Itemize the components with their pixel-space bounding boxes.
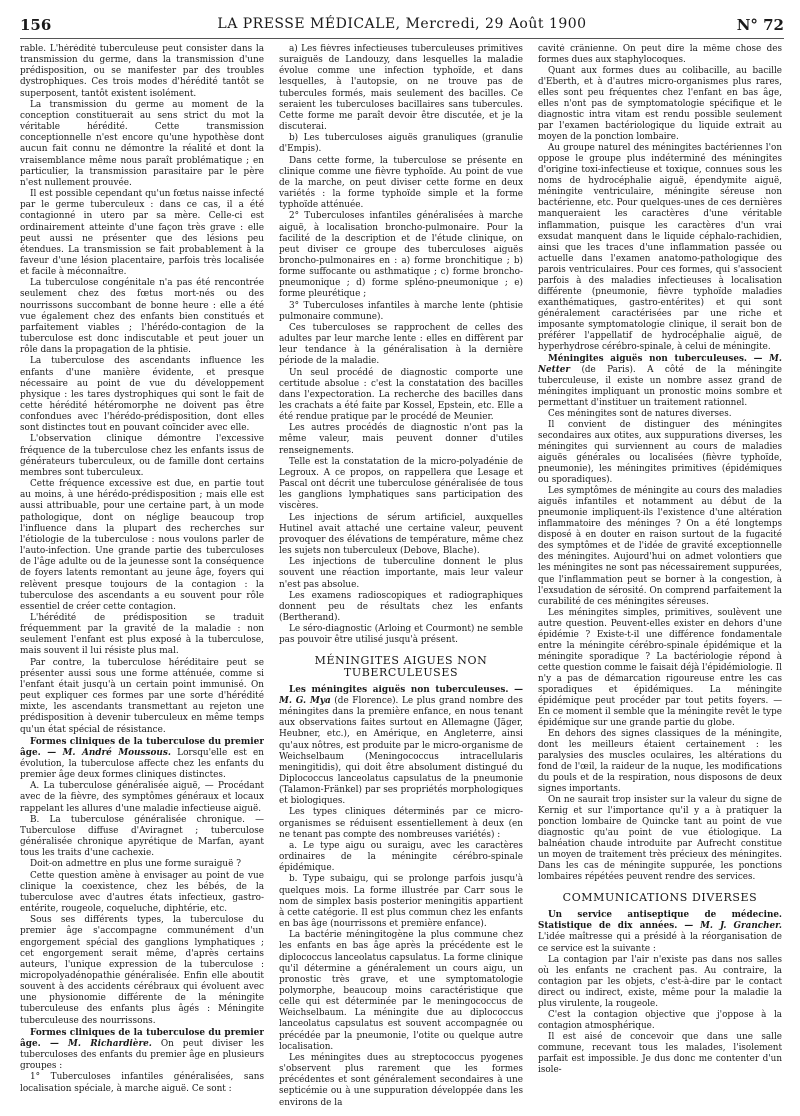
section-title: Méningites aiguës non tuberculeuses. bbox=[548, 353, 747, 364]
paragraph: Les symptômes de méningite au cours des maladies aiguës infantiles et notamment au début de la pneumonie impliquent-ils l'existence d'une altération inflammatoire des méninges ? On a été longtemps disposé à en douter en raison surtout de la fugacité des symptômes et de l'idée de gravité exceptionnelle des méningites. Aujourd'hui on admet volontiers que les méningites ne sont pas nécessairement suppurées, que l'inflammation peut se borner à la congestion, à l'exsudation de sérosité. On comprend parfaitement la curabilité de ces méningites séreuses. bbox=[538, 486, 782, 607]
section-heading-caps: COMMUNICATIONS DIVERSES bbox=[562, 891, 758, 905]
section-intro: On peut diviser les tuberculoses des enfants du premier âge en plusieurs groupes : bbox=[20, 1038, 264, 1072]
section-author: — M. G. Mya bbox=[279, 684, 523, 706]
paragraph: rable. L'hérédité tuberculeuse peut consister dans la transmission du germe, dans la transmission d'une prédisposition, ou se manifester par des troubles dystrophiques. Ces trois modes d'hérédité tantôt se superposent, tantôt existent isolément. bbox=[20, 44, 264, 99]
paragraph: La tuberculose des ascendants influence les enfants d'une manière évidente, et presque nécessaire au point de vue du développement physique : les tares dystrophiques qui sont le fait de cette hérédité hétéromorphe ne doivent pas être confondues avec l'hérédo-prédisposition, dont elles sont distinctes tout en pouvant coïncider avec elle. bbox=[20, 356, 264, 434]
paragraph: 3° Tuberculoses infantiles à marche lente (phtisie pulmonaire commune). bbox=[279, 300, 523, 322]
paragraph: Ces méningites sont de natures diverses. bbox=[548, 409, 732, 420]
paragraph: La bactérie méningitogène la plus commune chez les enfants en bas âge après la précédente est le diplococcus lanceolatus capsulatus. La forme clinique qu'il détermine a généralement un cours aigu, un pronostic très grave, et une symptomatologie polymorphe, beaucoup moins caractéristique que celle qui est déterminée par le meningococcus de Weichselbaum. La méningite due au diplococcus lanceolatus capsulatus est souvent accompagnée ou précédée par la pneumonie, l'otite ou quelque autre localisation. bbox=[279, 930, 523, 1052]
section-title: Formes cliniques de la tuberculose du premier âge. bbox=[20, 736, 264, 758]
paragraph: L'observation clinique démontre l'excessive fréquence de la tuberculose chez les enfants issus de générateurs tuberculeux, ou de famille dont certains membres sont tuberculeux. bbox=[20, 434, 264, 478]
section-heading bbox=[279, 685, 523, 808]
section-heading bbox=[20, 1028, 264, 1073]
section-heading bbox=[20, 737, 264, 782]
section-author: — M. Richardière. bbox=[49, 1038, 152, 1049]
section-heading bbox=[538, 354, 782, 409]
section-intro: (de Florence). Le plus grand nombre des méningites dans la première enfance, en nous tenant aux observations faites surtout en Allemagne (Jäger, Heubner, etc.), en Amérique, en Angleterre, ainsi qu'aux nôtres, est produite par le micro-organisme de Weichselbaum (Meningococcus intracellularis meningitidis), qui doit être absolument distingué du Diplococcus lanceolatus capsulatus de la pneumonie (Talamon-Fränkel) par ses propriétés morphologiques et biologiques. bbox=[279, 695, 523, 807]
paragraph: Dans cette forme, la tuberculose se présente en clinique comme une fièvre typhoïde. Au point de vue de la marche, on peut diviser cette forme en deux variétés : la forme typhoïde simple et la forme typhoïde atténuée. bbox=[279, 155, 523, 211]
paragraph: Au groupe naturel des méningites bactériennes l'on oppose le groupe plus indéterminé des méningites d'origine toxi-infectieuse et toxique, connues sous les noms de hydrocéphalie aiguë, épendymite aiguë, méningite ventriculaire, méningite séreuse non bactérienne, etc. Pour quelques-unes de ces dernières manqueraient les caractères d'une véritable inflammation, puisque les caractères d'un vrai exsudat manquent dans le liquide céphalo-rachidien, ainsi que les traces d'une inflammation passée ou actuelle dans l'examen anatomo-pathologique des parois ventriculaires. Pour ces formes, qui s'associent parfois à des maladies infectieuses à localisation différente (pneumonie, fièvre typhoïde maladies exanthématiques, gastro-entérites) et qui sont généralement caractérisées par une riche et imposante symptomatologie clinique, il serait bon de préférer l'appellatif de hydrocéphalie aiguë, de hyperhydrose cérébro-spinale, à celui de méningite. bbox=[538, 143, 782, 352]
paragraph: On ne saurait trop insister sur la valeur du signe de Kernig et sur l'importance qu'il y a à pratiquer la ponction lombaire de Quincke tant au point de vue diagnostic qu'au point de vue étiologique. La balnéation chaude introduite par Aufrecht constitue un moyen de traitement très précieux des méningites. Dans les cas de méningite suppurée, les ponctions lombaires répétées peuvent rendre des services. bbox=[538, 795, 782, 883]
paragraph: b) Les tuberculoses aiguës granuliques (granulie d'Empis). bbox=[279, 133, 523, 155]
paragraph: C'est la contagion objective que j'oppose à la contagion atmosphérique. bbox=[538, 1009, 782, 1031]
section-author: — M. Netter bbox=[538, 353, 782, 375]
section-title: Les méningites aiguës non tuberculeuses. bbox=[289, 684, 509, 695]
section-author: — M. J. Grancher. bbox=[684, 921, 782, 932]
paragraph: Il est possible cependant qu'un fœtus naisse infecté par le germe tuberculeux : dans ce cas, il a été contagionné in utero par sa mère. Celle-ci est ordinairement atteinte d'une façon très grave : elle peut aussi ne présenter que des lésions peu étendues. La transmission se fait probablement à la faveur d'une lésion placentaire, parfois très localisée et facile à méconnaître. bbox=[20, 189, 264, 278]
section-intro: L'idée maîtresse qui a présidé à la réorganisation de ce service est la suivante : bbox=[538, 932, 782, 954]
column-left bbox=[20, 44, 264, 1110]
section-heading-caps: MÉNINGITES AIGUES NON TUBERCULEUSES bbox=[314, 654, 488, 679]
paragraph: A. La tuberculose généralisée aiguë, — Procédant avec de la fièvre, des symptômes généraux et locaux rappelant les allures d'une maladie infectieuse aiguë. bbox=[20, 781, 264, 814]
paragraph: Cette question amène à envisager au point de vue clinique la coexistence, chez les bébés, de la tuberculose avec d'autres états infectieux, gastro-entérite, rougeole, coqueluche, diphtérie, etc. bbox=[20, 870, 264, 915]
paragraph: Il convient de distinguer des méningites secondaires aux otites, aux suppurations diverses, les méningites qui surviennent au cours de maladies aiguës générales ou localisées (fièvre typhoïde, pneumonie), les méningites primitives (épidémiques ou sporadiques). bbox=[538, 420, 782, 486]
paragraph: Par contre, la tuberculose héréditaire peut se présenter aussi sous une forme atténuée, comme si l'enfant était jusqu'à un certain point immunisé. On peut expliquer ces formes par une sorte d'hérédité mixte, les ascendants transmettant au rejeton une prédisposition à devenir tuberculeux en même temps qu'un état spécial de résistance. bbox=[20, 657, 264, 735]
journal-title: LA PRESSE MÉDICALE, Mercredi, 29 Août 1900 bbox=[217, 16, 587, 32]
paragraph: La tuberculose congénitale n'a pas été rencontrée seulement chez des fœtus mort-nés ou des nourrissons succombant de bonne heure : elle a été vue également chez des enfants bien constitués et parfaitement viables ; l'hérédo-contagion de la tuberculose est donc indiscutable et peut jouer un rôle dans la propagation de la phtisie. bbox=[20, 278, 264, 356]
section-intro: Lorsqu'elle est en évolution, la tuberculose affecte chez les enfants du premier âge deux formes cliniques distinctes. bbox=[20, 747, 264, 781]
paragraph: Les injections de tuberculine donnent le plus souvent une réaction importante, mais leur valeur n'est pas absolue. bbox=[279, 557, 523, 590]
paragraph: L'hérédité de prédisposition se traduit fréquemment par la gravité de la maladie : non seulement l'enfant est plus exposé à la tuberculose, mais souvent il lui résiste plus mal. bbox=[20, 612, 264, 657]
paragraph: Les injections de sérum artificiel, auxquelles Hutinel avait attaché une certaine valeur, peuvent provoquer des élévations de température, même chez les sujets non tuberculeux (Debove, Blache). bbox=[279, 512, 523, 557]
paragraph: a. Le type aigu ou suraigu, avec les caractères ordinaires de la méningite cérébro-spinale épidémique. bbox=[279, 840, 523, 874]
paragraph: a) Les fièvres infectieuses tuberculeuses primitives suraiguës de Landouzy, dans lesquelles la maladie évolue comme une infection typhoïde, et dans lesquelles, à l'autopsie, on ne trouve pas de tubercules formés, mais seulement des bacilles. Ce seraient les tuberculoses bacillaires sans tubercules. Cette forme me paraît devoir être discutée, et je la discuterai. bbox=[279, 44, 523, 133]
paragraph: Les examens radioscopiques et radiographiques donnent peu de résultats chez les enfants (Bertherand). bbox=[279, 590, 523, 623]
paragraph: b. Type subaigu, qui se prolonge parfois jusqu'à quelques mois. La forme illustrée par Carr sous le nom de simplex basis posterior meningitis appartient à cette catégorie. Il est plus commun chez les enfants en bas âge (nourrissons et première enfance). bbox=[279, 874, 523, 930]
page-number: 156 bbox=[20, 16, 52, 34]
paragraph: Cette fréquence excessive est due, en partie tout au moins, à une hérédo-prédisposition ; mais elle est aussi attribuable, pour une certaine part, à un mode pathologique, dont on néglige beaucoup trop l'influence dans la plupart des recherches sur l'étiologie de la tuberculose : nous voulons parler de l'auto-infection. Une grande partie des tuberculoses de l'âge adulte ou de la jeunesse sont la conséquence de foyers latents remontant au jeune âge, foyers qui relèvent presque toujours de la contagion : la tuberculose des ascendants a eu souvent pour rôle essentiel de créer cette contagion. bbox=[20, 479, 264, 612]
section-title: Formes cliniques de la tuberculose du premier âge. bbox=[20, 1027, 264, 1049]
issue-number: N° 72 bbox=[736, 16, 784, 34]
paragraph: Ces tuberculoses se rapprochent de celles des adultes par leur marche lente : elles en diffèrent par leur tendance à la généralisation à la dernière période de la maladie. bbox=[279, 322, 523, 367]
column-middle bbox=[279, 44, 523, 1110]
section-intro: (de Paris). A côté de la méningite tuberculeuse, il existe un nombre assez grand de méningites impliquant un pronostic moins sombre et permettant d'instituer un traitement rationnel. bbox=[538, 364, 782, 408]
paragraph: Doit-on admettre en plus une forme suraiguë ? bbox=[30, 859, 241, 870]
section-title: Un service antiseptique de médecine. Statistique de dix années. bbox=[538, 910, 782, 932]
paragraph: Un seul procédé de diagnostic comporte une certitude absolue : c'est la constatation des bacilles dans l'expectoration. La recherche des bacilles dans les crachats a été faite par Kossel, Epstein, etc. Elle a été rendue pratique par le procédé de Meunier. bbox=[279, 367, 523, 423]
paragraph: 1° Tuberculoses infantiles généralisées, sans localisation spéciale, à marche aiguë. Ce sont : bbox=[20, 1072, 264, 1094]
section-author: — M. André Moussous. bbox=[47, 747, 171, 758]
paragraph: 2° Tuberculoses infantiles généralisées à marche aiguë, à localisation broncho-pulmonaire. Pour la facilité de la description et de l'étude clinique, on peut diviser ce groupe des tuberculoses aiguës broncho-pulmonaires en : a) forme bronchitique ; b) forme suffocante ou asthmatique ; c) forme broncho-pneumonique ; d) forme spléno-pneumonique ; e) forme pleurétique ; bbox=[279, 211, 523, 300]
paragraph: Les autres procédés de diagnostic n'ont pas la même valeur, mais peuvent donner d'utiles renseignements. bbox=[279, 423, 523, 456]
paragraph: Les méningites simples, primitives, soulèvent une autre question. Peuvent-elles exister en dehors d'une épidémie ? Existe-t-il une différence fondamentale entre la méningite cérébro-spinale épidémique et la méningite sporadique ? La bactériologie répond à cette question comme le faisait déjà l'épidémiologie. Il n'y a pas de démarcation rigoureuse entre les cas sporadiques et épidémiques. La méningite épidémique peut procéder par tout petits foyers. — En ce moment il semble que la méningite revêt le type épidémique sur une grande partie du globe. bbox=[538, 607, 782, 728]
paragraph: Le séro-diagnostic (Arloing et Courmont) ne semble pas pouvoir être utilisé jusqu'à présent. bbox=[279, 624, 523, 646]
section-heading bbox=[538, 910, 782, 954]
paragraph: cavité crânienne. On peut dire la même chose des formes dues aux staphylocoques. bbox=[538, 44, 782, 66]
paragraph: En dehors des signes classiques de la méningite, dont les meilleurs étaient certainement : les paralysies des muscles oculaires, les altérations du fond de l'œil, la raideur de la nuque, les modifications du pouls et de la respiration, nous disposons de deux signes importants. bbox=[538, 728, 782, 795]
page-header bbox=[20, 16, 784, 39]
paragraph: Les types cliniques déterminés par ce micro-organismes se réduisent essentiellement à deux (en ne tenant pas compte des nombreuses variétés) : bbox=[279, 807, 523, 840]
paragraph: La transmission du germe au moment de la conception constituerait au sens strict du mot la véritable hérédité. Cette transmission conceptionnelle n'est encore qu'une hypothèse dont aucun fait connu ne démontre la réalité et dont la vraisemblance même nous paraît problématique ; en particulier, la transmission parasitaire par le père n'est nullement prouvée. bbox=[20, 99, 264, 188]
paragraph: Sous ses différents types, la tuberculose du premier âge s'accompagne communément d'un engorgement spécial des ganglions lymphatiques ; cet engorgement serait même, d'après certains auteurs, l'unique expression de la tuberculose : micropolyadénopathie généralisée. Enfin elle aboutit souvent à des accidents cérébraux qui évoluent avec une physionomie différente de la méningite tuberculeuse des enfants plus âgés : Méningite tuberculeuse des nourrissons. bbox=[20, 915, 264, 1026]
paragraph: Telle est la constatation de la micro-polyadénie de Legroux. A ce propos, on rappellera que Lesage et Pascal ont décrit une tuberculose généralisée de tous les ganglions lymphatiques sans participation des viscères. bbox=[279, 456, 523, 512]
paragraph: La contagion par l'air n'existe pas dans nos salles où les enfants ne crachent pas. Au contraire, la contagion par les objets, c'est-à-dire par le contact direct ou indirect, existe, même pour la maladie la plus virulente, la rougeole. bbox=[538, 954, 782, 1009]
column-right bbox=[538, 44, 782, 1110]
paragraph: Quant aux formes dues au colibacille, au bacille d'Eberth, et à d'autres micro-organismes plus rares, elles sont peu fréquentes chez l'enfant en bas âge, elles n'ont pas de symptomatologie spécifique et le diagnostic intra vitam est rendu possible seulement par l'examen bactériologique du liquide extrait au moyen de la ponction lombaire. bbox=[538, 66, 782, 143]
paragraph: Les méningites dues au streptococcus pyogenes s'observent plus rarement que les formes précédentes et sont généralement secondaires à une septicémie ou à une suppuration développée dans les environs de la bbox=[279, 1052, 523, 1108]
paragraph: Il est aisé de concevoir que dans une salle commune, recevant tous les malades, l'isolement parfait est impossible. Je dus donc me contenter d'un isole- bbox=[538, 1031, 782, 1075]
paragraph: B. La tuberculose généralisée chronique. — Tuberculose diffuse d'Aviragnet ; tuberculose généralisée chronique apyrétique de Marfan, ayant tous les traits d'une cachexie. bbox=[20, 814, 264, 859]
